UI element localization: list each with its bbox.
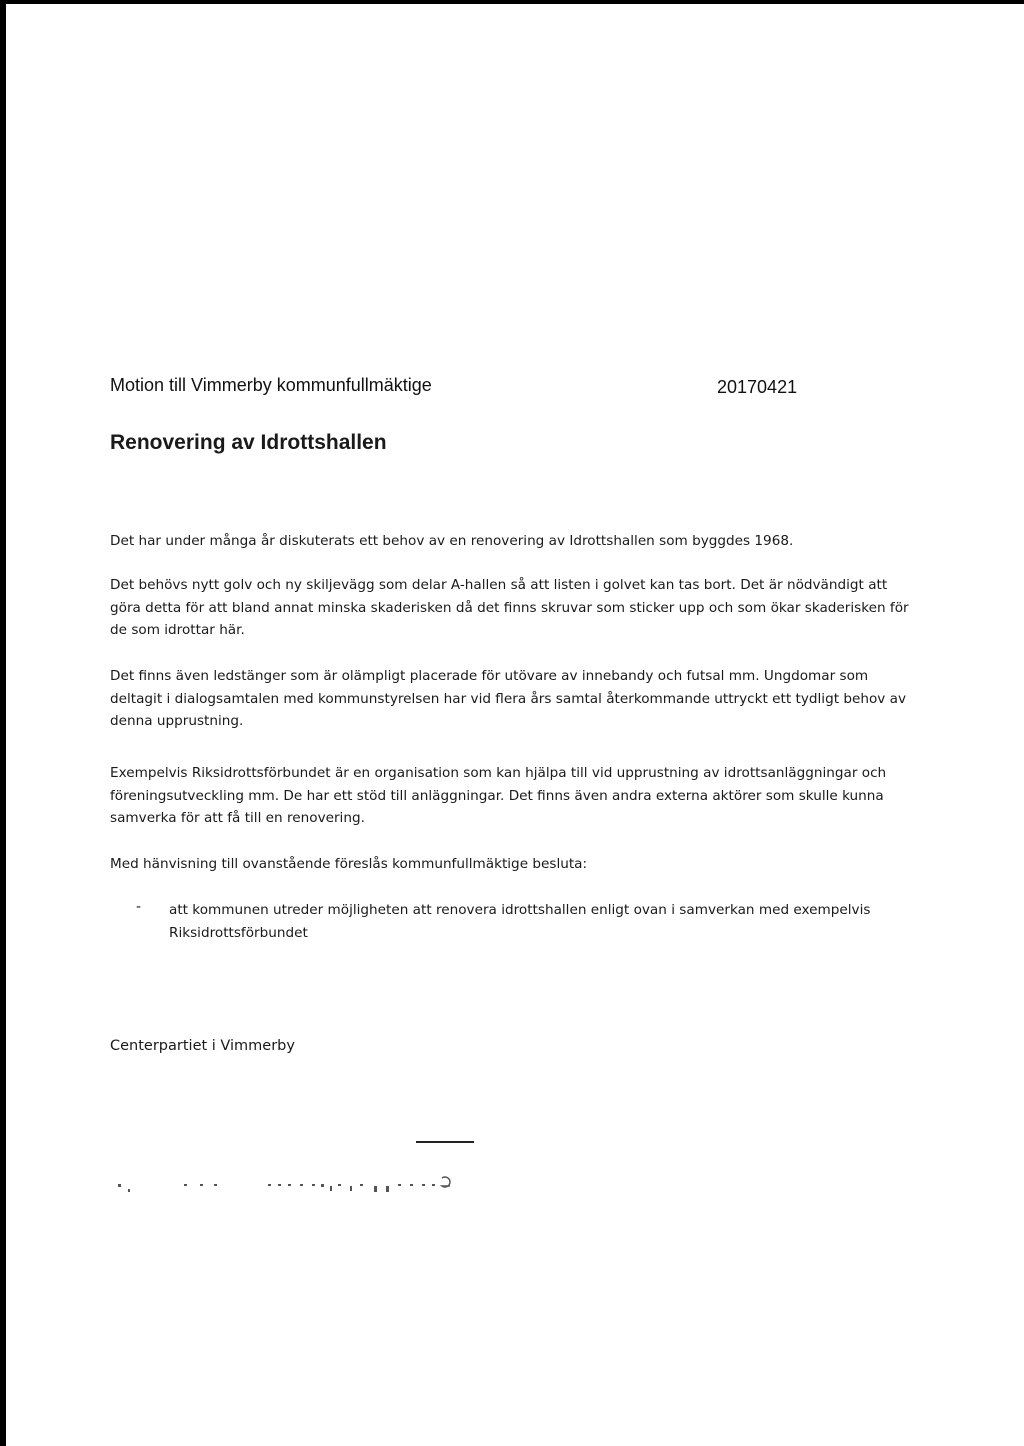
paragraph-proposal-intro: Med hänvisning till ovanstående föreslås kommunfullmäktige besluta:	[110, 856, 588, 872]
scan-artifact-line	[416, 1141, 474, 1143]
paragraph-background: Det har under många år diskuterats ett behov av en renovering av Idrottshallen som byggdes 1968.	[110, 533, 794, 549]
paragraph-handrails: Det finns även ledstänger som är olämpligt placerade för utövare av innebandy och futsal mm. Ungdomar som deltagit i dialogsamtalen med kommunstyrelsen har vid flera års samtal återkommande uttryckt ett tydligt behov av denna upprustning.	[110, 668, 907, 729]
paragraph-partners: Exempelvis Riksidrottsförbundet är en organisation som kan hjälpa till vid upprustning av idrottsanläggningar och föreningsutveckling mm. De har ett stöd till anläggningar. Det finns även andra externa aktörer som skulle kunna samverka för att få till en renovering.	[110, 765, 887, 826]
scan-artifact-remnant	[118, 1172, 458, 1196]
proposal-bullet-marker: -	[136, 899, 142, 915]
motion-date: 20170421	[717, 377, 798, 397]
signature: Centerpartiet i Vimmerby	[110, 1038, 295, 1054]
document-page	[6, 4, 1024, 1446]
proposal-text: att kommunen utreder möjligheten att renovera idrottshallen enligt ovan i samverkan med exempelvis Riksidrottsförbundet	[169, 902, 871, 941]
document-title: Renovering av Idrottshallen	[110, 431, 387, 454]
motion-recipient: Motion till Vimmerby kommunfullmäktige	[110, 375, 432, 395]
paragraph-floor-and-wall: Det behövs nytt golv och ny skiljevägg som delar A-hallen så att listen i golvet kan tas bort. Det är nödvändigt att göra detta för att bland annat minska skaderisken då det finns skruvar som sticker upp och som ökar skaderisken för de som idrottar här.	[110, 577, 909, 638]
